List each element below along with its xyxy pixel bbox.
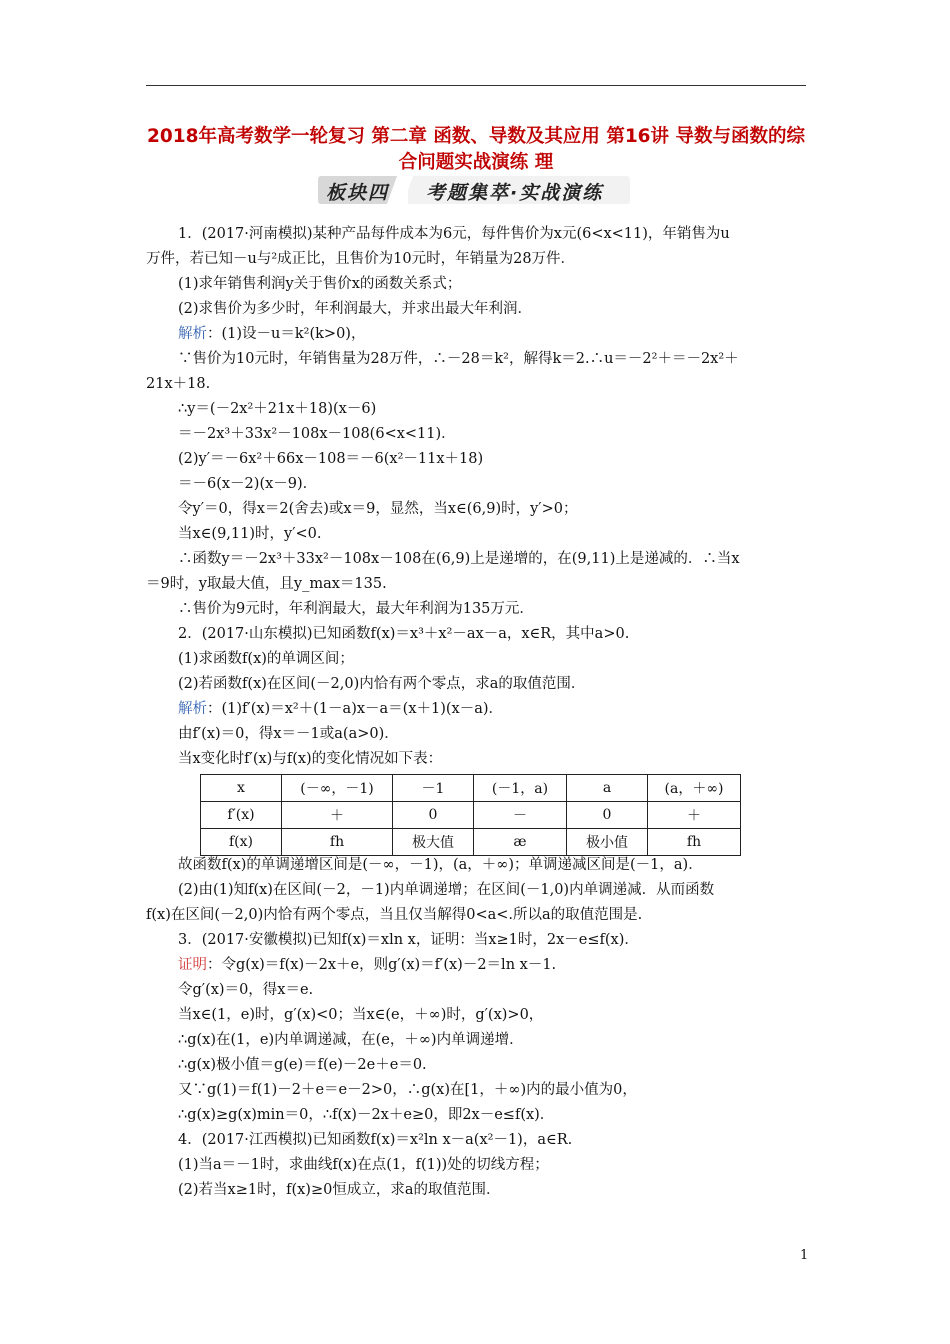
text-line bbox=[146, 903, 808, 928]
keyword-label: 解析 bbox=[178, 701, 207, 717]
line-text: (2)若当x≥1时，f(x)≥0恒成立，求a的取值范围． bbox=[178, 1182, 501, 1198]
table-row bbox=[201, 775, 741, 802]
line-text: ：令g(x)＝f(x)－2x＋e，则g′(x)＝f′(x)－2＝ln x－1. bbox=[207, 957, 557, 973]
text-line bbox=[146, 978, 808, 1003]
table-cell: 极大值 bbox=[393, 829, 474, 856]
keyword-label: 证明 bbox=[178, 957, 207, 973]
text-line bbox=[146, 1003, 808, 1028]
text-line bbox=[146, 878, 808, 903]
line-text: 万件，若已知－u与²成正比，且售价为10元时，年销量为28万件． bbox=[146, 251, 576, 267]
table-row bbox=[201, 829, 741, 856]
line-text: 又∵g(1)＝f(1)－2＋e＝e－2>0，∴g(x)在[1，＋∞)内的最小值为0， bbox=[178, 1082, 637, 1098]
line-text: (1)求年销售利润y关于售价x的函数关系式； bbox=[178, 276, 462, 292]
table-cell: x bbox=[201, 775, 282, 802]
text-line bbox=[146, 222, 808, 247]
table-cell: f′(x) bbox=[201, 802, 282, 829]
document-title: 2018年高考数学一轮复习 第二章 函数、导数及其应用 第16讲 导数与函数的综合问题实战演练 理 bbox=[147, 126, 805, 173]
text-line bbox=[146, 747, 808, 772]
page-number: 1 bbox=[800, 1248, 809, 1263]
line-text: ∵售价为10元时，年销售量为28万件，∴－28＝k²，解得k＝2.∴u＝－2²＋＝－2x²＋ bbox=[178, 351, 739, 367]
line-text: (2)求售价为多少时，年利润最大，并求出最大年利润． bbox=[178, 301, 533, 317]
text-line bbox=[146, 1128, 808, 1153]
text-line bbox=[146, 347, 808, 372]
table-cell: æ bbox=[474, 829, 567, 856]
line-text: f(x)在区间(－2,0)内恰有两个零点，当且仅当解得0<a<.所以a的取值范围是. bbox=[146, 907, 643, 923]
line-text: ＝9时，y取最大值，且y_max＝135. bbox=[146, 576, 387, 592]
line-text: ：(1)f′(x)＝x²＋(1－a)x－a＝(x＋1)(x－a)． bbox=[207, 701, 504, 717]
text-line bbox=[146, 953, 808, 978]
line-text: ：(1)设－u＝k²(k>0)， bbox=[207, 326, 366, 342]
content-block-bottom bbox=[146, 853, 808, 1203]
text-line bbox=[146, 572, 808, 597]
line-text: 2．(2017·山东模拟)已知函数f(x)＝x³＋x²－ax－a，x∈R，其中a>0. bbox=[178, 626, 630, 642]
text-line bbox=[146, 697, 808, 722]
table-cell: (－∞，－1) bbox=[282, 775, 393, 802]
header-rule bbox=[146, 85, 806, 86]
table-cell: ＋ bbox=[282, 802, 393, 829]
variation-table bbox=[200, 774, 741, 856]
banner-right-label: 考题集萃·实战演练 bbox=[426, 182, 604, 204]
line-text: 3．(2017·安徽模拟)已知f(x)＝xln x，证明：当x≥1时，2x－e≤f(x)． bbox=[178, 932, 639, 948]
line-text: 4．(2017·江西模拟)已知函数f(x)＝x²ln x－a(x²－1)，a∈R. bbox=[178, 1132, 573, 1148]
text-line bbox=[146, 447, 808, 472]
text-line bbox=[146, 647, 808, 672]
table-cell: 0 bbox=[393, 802, 474, 829]
text-line bbox=[146, 672, 808, 697]
line-text: (2)若函数f(x)在区间(－2,0)内恰有两个零点，求a的取值范围． bbox=[178, 676, 586, 692]
text-line bbox=[146, 1053, 808, 1078]
section-banner bbox=[318, 176, 630, 204]
line-text: 令y′＝0，得x＝2(舍去)或x＝9，显然，当x∈(6,9)时，y′>0； bbox=[178, 501, 578, 517]
line-text: (1)当a＝－1时，求曲线f(x)在点(1，f(1))处的切线方程； bbox=[178, 1157, 549, 1173]
table-row bbox=[201, 802, 741, 829]
line-text: (2)y′＝－6x²＋66x－108＝－6(x²－11x＋18) bbox=[178, 451, 484, 467]
text-line bbox=[146, 397, 808, 422]
text-line bbox=[146, 597, 808, 622]
text-line bbox=[146, 472, 808, 497]
line-text: 21x＋18. bbox=[146, 376, 211, 392]
line-text: 1．(2017·河南模拟)某种产品每件成本为6元，每件售价为x元(6<x<11)，年销售为u bbox=[178, 226, 730, 242]
text-line bbox=[146, 297, 808, 322]
keyword-label: 解析 bbox=[178, 326, 207, 342]
content-block-top bbox=[146, 222, 808, 772]
table-cell: －1 bbox=[393, 775, 474, 802]
line-text: 令g′(x)＝0，得x＝e. bbox=[178, 982, 314, 998]
text-line bbox=[146, 1103, 808, 1128]
line-text: (2)由(1)知f(x)在区间(－2，－1)内单调递增；在区间(－1,0)内单调递减．从而函数 bbox=[178, 882, 715, 898]
text-line bbox=[146, 547, 808, 572]
text-line bbox=[146, 622, 808, 647]
line-text: ∴g(x)极小值＝g(e)＝f(e)－2e＋e＝0. bbox=[178, 1057, 427, 1073]
banner-left-label: 板块四 bbox=[326, 182, 390, 204]
text-line bbox=[146, 1153, 808, 1178]
line-text: ∴y＝(－2x²＋21x＋18)(x－6) bbox=[178, 401, 377, 417]
table-cell: (－1，a) bbox=[474, 775, 567, 802]
text-line bbox=[146, 322, 808, 347]
text-line bbox=[146, 928, 808, 953]
line-text: 由f′(x)＝0，得x＝－1或a(a>0)． bbox=[178, 726, 399, 742]
text-line bbox=[146, 422, 808, 447]
table-cell: ＋ bbox=[648, 802, 741, 829]
line-text: (1)求函数f(x)的单调区间； bbox=[178, 651, 354, 667]
text-line bbox=[146, 1178, 808, 1203]
text-line bbox=[146, 497, 808, 522]
text-line bbox=[146, 372, 808, 397]
table-cell: fh bbox=[282, 829, 393, 856]
table-cell: f(x) bbox=[201, 829, 282, 856]
text-line bbox=[146, 247, 808, 272]
table-cell: 0 bbox=[567, 802, 648, 829]
text-line bbox=[146, 722, 808, 747]
table-cell: fh bbox=[648, 829, 741, 856]
table-cell: a bbox=[567, 775, 648, 802]
table-cell: － bbox=[474, 802, 567, 829]
line-text: 故函数f(x)的单调递增区间是(－∞，－1)，(a，＋∞)；单调递减区间是(－1，a)． bbox=[178, 857, 703, 873]
line-text: 当x变化时f′(x)与f(x)的变化情况如下表： bbox=[178, 751, 443, 767]
line-text: ∴g(x)在(1，e)内单调递减，在(e，＋∞)内单调递增． bbox=[178, 1032, 524, 1048]
line-text: ＝－2x³＋33x²－108x－108(6<x<11)． bbox=[178, 426, 456, 442]
text-line bbox=[146, 1028, 808, 1053]
line-text: ∴g(x)≥g(x)min＝0，∴f(x)－2x＋e≥0，即2x－e≤f(x)． bbox=[178, 1107, 555, 1123]
line-text: 当x∈(9,11)时，y′<0. bbox=[178, 526, 322, 542]
table-cell: (a，＋∞) bbox=[648, 775, 741, 802]
text-line bbox=[146, 272, 808, 297]
line-text: ＝－6(x－2)(x－9)． bbox=[178, 476, 318, 492]
text-line bbox=[146, 522, 808, 547]
text-line bbox=[146, 1078, 808, 1103]
table-cell: 极小值 bbox=[567, 829, 648, 856]
text-line bbox=[146, 853, 808, 878]
line-text: 当x∈(1，e)时，g′(x)<0；当x∈(e，＋∞)时，g′(x)>0， bbox=[178, 1007, 544, 1023]
line-text: ∴售价为9元时，年利润最大，最大年利润为135万元． bbox=[178, 601, 534, 617]
line-text: ∴函数y＝－2x³＋33x²－108x－108在(6,9)上是递增的，在(9,11)上是递减的．∴当x bbox=[178, 551, 740, 567]
